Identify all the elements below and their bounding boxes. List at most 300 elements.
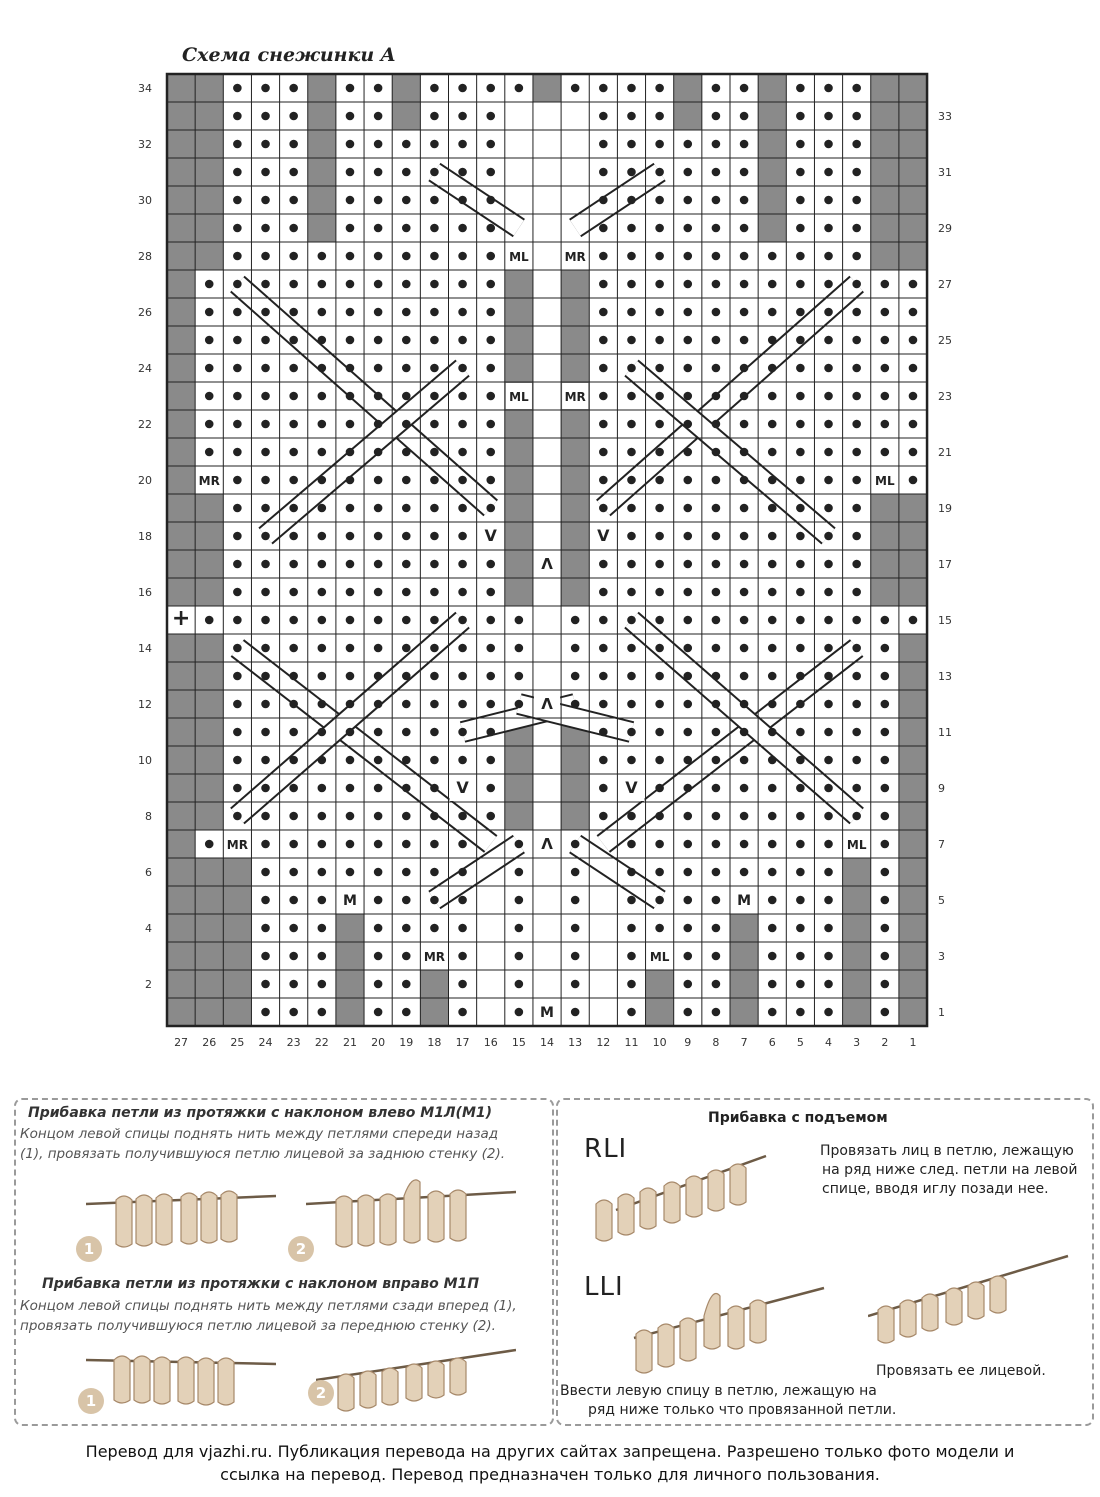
no-stitch-cell (899, 662, 927, 690)
purl-dot (515, 840, 524, 849)
no-stitch-cell (167, 298, 195, 326)
purl-dot (796, 644, 805, 653)
purl-dot (289, 448, 298, 457)
rli-text-line3: спице, вводя иглу позади нее. (822, 1181, 1049, 1197)
purl-dot (712, 756, 721, 765)
purl-dot (233, 532, 242, 541)
purl-dot (824, 252, 833, 261)
stitch-cell (477, 914, 505, 942)
row-label-right: 33 (938, 110, 952, 123)
purl-dot (486, 196, 495, 205)
no-stitch-cell (843, 886, 871, 914)
purl-dot (712, 448, 721, 457)
purl-dot (627, 560, 636, 569)
column-label: 9 (684, 1036, 692, 1049)
stitch-cell (533, 970, 561, 998)
purl-dot (796, 840, 805, 849)
purl-dot (458, 952, 467, 961)
purl-dot (655, 476, 664, 485)
purl-dot (796, 952, 805, 961)
no-stitch-cell (167, 382, 195, 410)
ml-increase-symbol: ML (875, 474, 895, 488)
purl-dot (909, 420, 918, 429)
purl-dot (852, 700, 861, 709)
row-label-left: 10 (138, 754, 152, 767)
footer-note (20, 1440, 1080, 1486)
purl-dot (346, 672, 355, 681)
purl-dot (683, 728, 692, 737)
purl-dot (712, 84, 721, 93)
purl-dot (233, 672, 242, 681)
purl-dot (233, 112, 242, 121)
purl-dot (712, 560, 721, 569)
purl-dot (233, 168, 242, 177)
purl-dot (824, 532, 833, 541)
purl-dot (881, 336, 890, 345)
stitch-cell (533, 606, 561, 634)
purl-dot (852, 644, 861, 653)
row-label-left: 26 (138, 306, 152, 319)
purl-dot (655, 224, 664, 233)
purl-dot (796, 812, 805, 821)
purl-dot (318, 728, 327, 737)
purl-dot (852, 532, 861, 541)
m1l-title: Прибавка петли из протяжки с наклоном влево М1Л(М1) (28, 1105, 493, 1121)
purl-dot (768, 868, 777, 877)
purl-dot (346, 84, 355, 93)
purl-dot (458, 588, 467, 597)
purl-dot (486, 504, 495, 513)
no-stitch-cell (561, 774, 589, 802)
no-stitch-cell (195, 998, 223, 1026)
row-label-right: 3 (938, 950, 945, 963)
purl-dot (402, 420, 411, 429)
purl-dot (289, 196, 298, 205)
no-stitch-cell (308, 214, 336, 242)
purl-dot (768, 308, 777, 317)
no-stitch-cell (167, 634, 195, 662)
no-stitch-cell (195, 578, 223, 606)
purl-dot (374, 280, 383, 289)
purl-dot (683, 840, 692, 849)
purl-dot (261, 588, 270, 597)
left-legend-panel (14, 1098, 554, 1426)
purl-dot (599, 756, 608, 765)
purl-dot (233, 476, 242, 485)
purl-dot (655, 196, 664, 205)
purl-dot (374, 140, 383, 149)
purl-dot (655, 336, 664, 345)
m1r-title: Прибавка петли из протяжки с наклоном вправо М1П (42, 1276, 480, 1292)
no-stitch-cell (899, 858, 927, 886)
purl-dot (261, 308, 270, 317)
purl-dot (655, 784, 664, 793)
purl-dot (683, 224, 692, 233)
purl-dot (346, 196, 355, 205)
purl-dot (852, 672, 861, 681)
double-decrease-symbol: Λ (541, 695, 553, 713)
purl-dot (627, 532, 636, 541)
no-stitch-cell (505, 466, 533, 494)
purl-dot (768, 532, 777, 541)
purl-dot (881, 756, 890, 765)
purl-dot (627, 168, 636, 177)
purl-dot (261, 448, 270, 457)
purl-dot (318, 280, 327, 289)
column-label: 23 (286, 1036, 301, 1049)
stitch-cell (533, 242, 561, 270)
purl-dot (515, 644, 524, 653)
purl-dot (205, 420, 214, 429)
no-stitch-cell (505, 578, 533, 606)
no-stitch-cell (336, 998, 364, 1026)
purl-dot (458, 448, 467, 457)
purl-dot (740, 392, 749, 401)
purl-dot (402, 588, 411, 597)
purl-dot (261, 196, 270, 205)
purl-dot (824, 112, 833, 121)
purl-dot (740, 868, 749, 877)
no-stitch-cell (167, 522, 195, 550)
no-stitch-cell (336, 914, 364, 942)
purl-dot (824, 1008, 833, 1017)
purl-dot (318, 448, 327, 457)
column-label: 16 (483, 1036, 498, 1049)
purl-dot (712, 868, 721, 877)
purl-dot (289, 644, 298, 653)
purl-dot (571, 700, 580, 709)
purl-dot (683, 504, 692, 513)
purl-dot (599, 224, 608, 233)
purl-dot (796, 1008, 805, 1017)
purl-dot (627, 672, 636, 681)
no-stitch-cell (336, 942, 364, 970)
purl-dot (486, 364, 495, 373)
purl-dot (712, 588, 721, 597)
m-increase-symbol: M (540, 1005, 554, 1021)
purl-dot (346, 168, 355, 177)
purl-dot (881, 448, 890, 457)
ml-increase-symbol: ML (649, 950, 670, 964)
purl-dot (740, 420, 749, 429)
purl-dot (852, 196, 861, 205)
purl-dot (599, 364, 608, 373)
no-stitch-cell (758, 102, 786, 130)
purl-dot (458, 336, 467, 345)
purl-dot (740, 756, 749, 765)
purl-dot (289, 784, 298, 793)
stitch-cell (533, 858, 561, 886)
purl-dot (712, 476, 721, 485)
no-stitch-cell (843, 970, 871, 998)
purl-dot (824, 728, 833, 737)
purl-dot (599, 280, 608, 289)
purl-dot (402, 168, 411, 177)
purl-dot (402, 140, 411, 149)
purl-dot (824, 336, 833, 345)
purl-dot (458, 84, 467, 93)
purl-dot (852, 224, 861, 233)
no-stitch-cell (167, 690, 195, 718)
row-label-left: 22 (138, 418, 152, 431)
no-stitch-cell (195, 158, 223, 186)
purl-dot (430, 308, 439, 317)
purl-dot (796, 112, 805, 121)
purl-dot (824, 588, 833, 597)
purl-dot (824, 84, 833, 93)
no-stitch-cell (167, 438, 195, 466)
purl-dot (430, 168, 439, 177)
purl-dot (824, 756, 833, 765)
step-2-badge: 2 (288, 1236, 314, 1262)
purl-dot (486, 140, 495, 149)
mr-increase-symbol: MR (198, 474, 220, 488)
purl-dot (261, 252, 270, 261)
purl-dot (852, 420, 861, 429)
no-stitch-cell (167, 886, 195, 914)
m1r-step2-illustration (316, 1340, 516, 1416)
purl-dot (374, 840, 383, 849)
purl-dot (627, 196, 636, 205)
no-stitch-cell (561, 438, 589, 466)
purl-dot (318, 420, 327, 429)
purl-dot (346, 280, 355, 289)
purl-dot (374, 196, 383, 205)
purl-dot (768, 644, 777, 653)
purl-dot (233, 700, 242, 709)
purl-dot (712, 392, 721, 401)
purl-dot (768, 504, 777, 513)
purl-dot (402, 392, 411, 401)
row-label-right: 1 (938, 1006, 945, 1019)
purl-dot (571, 616, 580, 625)
purl-dot (261, 336, 270, 345)
purl-dot (458, 224, 467, 233)
purl-dot (712, 532, 721, 541)
purl-dot (740, 784, 749, 793)
no-stitch-cell (195, 942, 223, 970)
purl-dot (627, 308, 636, 317)
stitch-cell (533, 214, 561, 242)
stitch-cell (477, 970, 505, 998)
purl-dot (430, 616, 439, 625)
row-label-left: 28 (138, 250, 152, 263)
purl-dot (852, 504, 861, 513)
column-label: 13 (568, 1036, 583, 1049)
purl-dot (289, 672, 298, 681)
purl-dot (261, 812, 270, 821)
purl-dot (486, 700, 495, 709)
stitch-cell (477, 942, 505, 970)
purl-dot (402, 252, 411, 261)
stitch-cell (505, 102, 533, 130)
purl-dot (655, 84, 664, 93)
no-stitch-cell (223, 914, 251, 942)
no-stitch-cell (899, 74, 927, 102)
mr-increase-symbol: MR (226, 838, 248, 852)
purl-dot (824, 504, 833, 513)
purl-dot (289, 252, 298, 261)
purl-dot (768, 392, 777, 401)
no-stitch-cell (223, 886, 251, 914)
lli-illustration (624, 1268, 834, 1378)
mr-increase-symbol: MR (564, 250, 586, 264)
purl-dot (768, 280, 777, 289)
row-label-right: 15 (938, 614, 952, 627)
purl-dot (233, 252, 242, 261)
purl-dot (261, 224, 270, 233)
stitch-cell (533, 438, 561, 466)
purl-dot (881, 364, 890, 373)
no-stitch-cell (561, 410, 589, 438)
purl-dot (374, 476, 383, 485)
no-stitch-cell (899, 746, 927, 774)
no-stitch-cell (899, 130, 927, 158)
purl-dot (796, 700, 805, 709)
purl-dot (430, 280, 439, 289)
purl-dot (430, 392, 439, 401)
purl-dot (712, 896, 721, 905)
purl-dot (796, 588, 805, 597)
purl-dot (909, 616, 918, 625)
purl-dot (599, 112, 608, 121)
no-stitch-cell (646, 970, 674, 998)
purl-dot (655, 560, 664, 569)
no-stitch-cell (167, 914, 195, 942)
purl-dot (683, 980, 692, 989)
purl-dot (261, 840, 270, 849)
no-stitch-cell (561, 466, 589, 494)
purl-dot (824, 980, 833, 989)
purl-dot (233, 364, 242, 373)
purl-dot (683, 784, 692, 793)
purl-dot (655, 168, 664, 177)
purl-dot (458, 196, 467, 205)
purl-dot (655, 392, 664, 401)
purl-dot (289, 336, 298, 345)
purl-dot (374, 392, 383, 401)
ml-increase-symbol: ML (509, 390, 529, 404)
purl-dot (824, 924, 833, 933)
purl-dot (430, 224, 439, 233)
purl-dot (712, 952, 721, 961)
row-label-right: 25 (938, 334, 952, 347)
purl-dot (740, 840, 749, 849)
purl-dot (796, 476, 805, 485)
purl-dot (486, 336, 495, 345)
purl-dot (796, 84, 805, 93)
purl-dot (881, 308, 890, 317)
purl-dot (824, 364, 833, 373)
purl-dot (655, 868, 664, 877)
purl-dot (852, 336, 861, 345)
purl-dot (599, 728, 608, 737)
purl-dot (881, 980, 890, 989)
purl-dot (655, 588, 664, 597)
no-stitch-cell (871, 214, 899, 242)
row-label-right: 27 (938, 278, 952, 291)
no-stitch-cell (336, 970, 364, 998)
stitch-cell (533, 942, 561, 970)
purl-dot (599, 560, 608, 569)
purl-dot (289, 924, 298, 933)
purl-dot (318, 308, 327, 317)
purl-dot (796, 756, 805, 765)
no-stitch-cell (167, 998, 195, 1026)
row-label-left: 8 (145, 810, 152, 823)
purl-dot (824, 784, 833, 793)
purl-dot (289, 812, 298, 821)
stitch-cell (505, 130, 533, 158)
row-label-left: 20 (138, 474, 152, 487)
purl-dot (852, 784, 861, 793)
purl-dot (796, 196, 805, 205)
purl-dot (430, 252, 439, 261)
purl-dot (233, 280, 242, 289)
purl-dot (486, 784, 495, 793)
purl-dot (768, 1008, 777, 1017)
purl-dot (712, 168, 721, 177)
ml-increase-symbol: ML (509, 250, 529, 264)
purl-dot (852, 756, 861, 765)
purl-dot (233, 84, 242, 93)
purl-dot (881, 616, 890, 625)
purl-dot (486, 448, 495, 457)
purl-dot (318, 672, 327, 681)
purl-dot (740, 168, 749, 177)
purl-dot (402, 476, 411, 485)
purl-dot (374, 224, 383, 233)
purl-dot (346, 224, 355, 233)
purl-dot (627, 392, 636, 401)
no-stitch-cell (899, 802, 927, 830)
purl-dot (374, 896, 383, 905)
purl-dot (796, 392, 805, 401)
purl-dot (430, 812, 439, 821)
purl-dot (374, 448, 383, 457)
purl-dot (712, 784, 721, 793)
no-stitch-cell (899, 242, 927, 270)
purl-dot (740, 672, 749, 681)
no-stitch-cell (899, 774, 927, 802)
purl-dot (627, 644, 636, 653)
purl-dot (233, 784, 242, 793)
purl-dot (346, 868, 355, 877)
purl-dot (909, 448, 918, 457)
no-stitch-cell (871, 578, 899, 606)
purl-dot (796, 896, 805, 905)
purl-dot (796, 980, 805, 989)
purl-dot (318, 896, 327, 905)
no-stitch-cell (505, 494, 533, 522)
purl-dot (740, 644, 749, 653)
no-stitch-cell (899, 942, 927, 970)
no-stitch-cell (167, 102, 195, 130)
purl-dot (289, 224, 298, 233)
purl-dot (318, 252, 327, 261)
no-stitch-cell (167, 130, 195, 158)
no-stitch-cell (505, 410, 533, 438)
purl-dot (402, 1008, 411, 1017)
purl-dot (430, 532, 439, 541)
purl-dot (458, 364, 467, 373)
purl-dot (712, 252, 721, 261)
no-stitch-cell (561, 494, 589, 522)
purl-dot (318, 756, 327, 765)
stitch-cell (533, 382, 561, 410)
purl-dot (852, 112, 861, 121)
purl-dot (486, 392, 495, 401)
